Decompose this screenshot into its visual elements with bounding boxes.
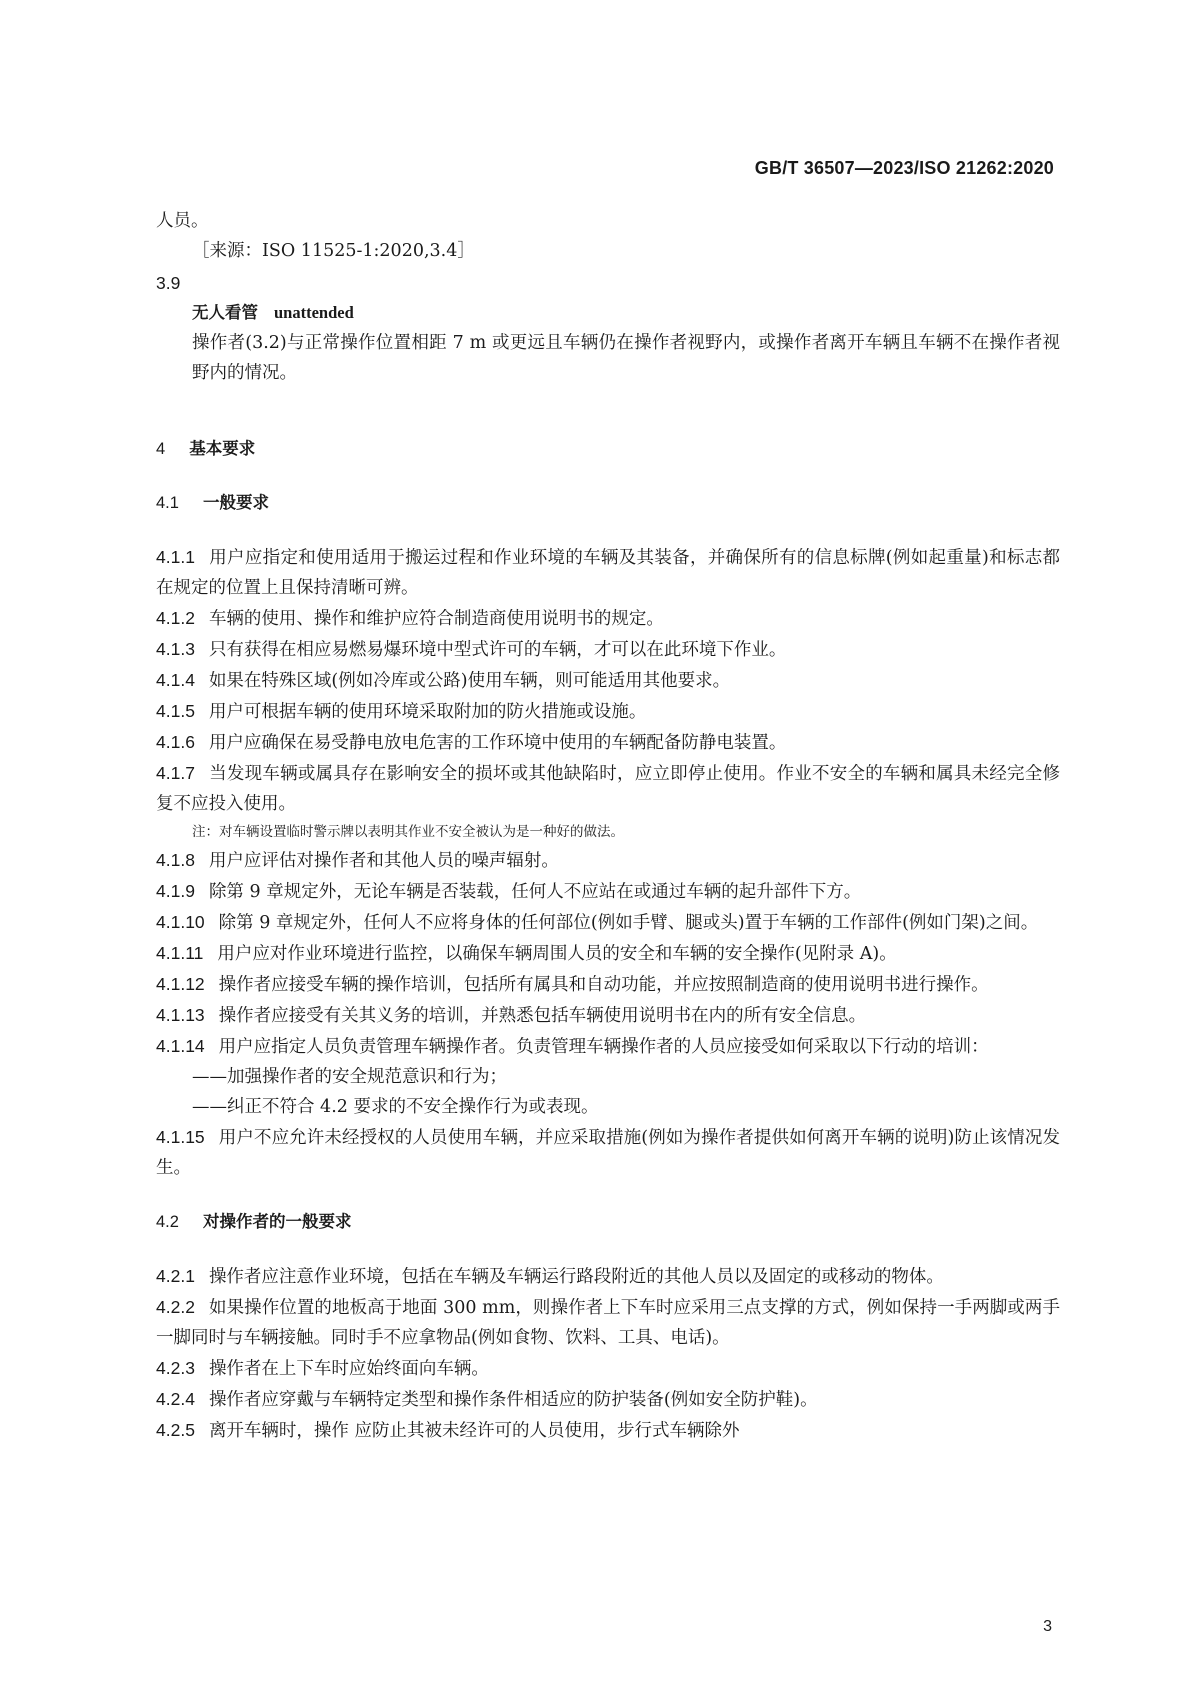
clause-number: 4.2.1 [156,1266,195,1286]
clause-4-1-14 [156,1031,1060,1062]
clause-4-2-2 [156,1292,1060,1353]
clause-4-1-15 [156,1122,1060,1183]
clause-4-1-3 [156,634,1060,665]
section-number: 4 [156,440,166,458]
clause-4-1-5 [156,696,1060,727]
clause-text: 车辆的使用、操作和维护应符合制造商使用说明书的规定。 [208,609,664,629]
clause-text: 离开车辆时，操作 应防止其被未经许可的人员使用，步行式车辆除外 [208,1421,740,1441]
clause-4-1-12 [156,969,1060,1000]
term-english: unattended [274,303,354,322]
term-definition: 操作者(3.2)与正常操作位置相距 7 m 或更远且车辆仍在操作者视野内，或操作者离开车辆且车辆不在操作者视野内的情况。 [192,333,1060,383]
clause-text: 操作者应注意作业环境，包括在车辆及车辆运行路段附近的其他人员以及固定的或移动的物体。 [208,1267,944,1287]
page-number: 3 [1043,1618,1052,1635]
clause-4-2-1 [156,1261,1060,1292]
clause-text: 用户可根据车辆的使用环境采取附加的防火措施或设施。 [208,702,647,722]
standard-number-header: GB/T 36507—2023/ISO 21262:2020 [754,158,1054,178]
clause-text: 用户应指定人员负责管理车辆操作者。负责管理车辆操作者的人员应接受如何采取以下行动的培训： [218,1037,989,1057]
term-heading [156,298,1060,328]
clause-4-2-4 [156,1384,1060,1415]
clause-4-1-4 [156,665,1060,696]
clause-number: 4.1.6 [156,732,195,752]
clause-4-1-6 [156,727,1060,758]
clause-number: 4.1.10 [156,912,205,932]
clause-text: 用户应对作业环境进行监控，以确保车辆周围人员的安全和车辆的安全操作(见附录 A)。 [217,944,897,964]
clause-4-1-13 [156,1000,1060,1031]
clause-4-1-8 [156,845,1060,876]
clause-number: 4.1.4 [156,670,195,690]
section-title: 一般要求 [202,493,269,512]
page-body [156,206,1060,1446]
clause-text: 操作者在上下车时应始终面向车辆。 [208,1359,489,1379]
clause-number: 4.1.7 [156,763,195,783]
clause-text: 操作者应穿戴与车辆特定类型和操作条件相适应的防护装备(例如安全防护鞋)。 [208,1390,818,1410]
section-title: 基本要求 [189,439,256,458]
clause-number: 4.1.15 [156,1127,205,1147]
clause-number: 4.1.3 [156,639,195,659]
source-reference: ［来源：ISO 11525-1:2020,3.4］ [192,241,475,261]
clause-4-2-5 [156,1415,1060,1446]
clause-text: 操作者应接受车辆的操作培训，包括所有属具和自动功能，并应按照制造商的使用说明书进行操作。 [218,975,989,995]
section-heading-4 [156,434,1060,464]
clause-text: 用户应确保在易受静电放电危害的工作环境中使用的车辆配备防静电装置。 [208,733,787,753]
clause-number: 4.1.5 [156,701,195,721]
clause-number: 4.2.2 [156,1297,195,1317]
clause-number: 4.1.1 [156,547,195,567]
list-item: ——加强操作者的安全规范意识和行为； [192,1067,507,1087]
continuation-text: 人员。 [156,211,209,231]
section-heading-4-2 [156,1207,1060,1237]
clause-number: 4.1.2 [156,608,195,628]
clause-text: 只有获得在相应易燃易爆环境中型式许可的车辆，才可以在此环境下作业。 [208,640,787,660]
section-title: 对操作者的一般要求 [202,1212,352,1231]
clause-text: 如果操作位置的地板高于地面 300 mm，则操作者上下车时应采用三点支撑的方式，例如保持一手两脚或两手一脚同时与车辆接触。同时手不应拿物品(例如食物、饮料、工具、电话)。 [156,1298,1060,1348]
clause-number: 4.1.9 [156,881,195,901]
clause-4-1-11 [156,938,1060,969]
clause-number: 4.1.14 [156,1036,205,1056]
section-number: 4.1 [156,494,179,512]
clause-text: 当发现车辆或属具存在影响安全的损坏或其他缺陷时，应立即停止使用。作业不安全的车辆和属具未经完全修复不应投入使用。 [156,764,1060,814]
clause-text: 用户应评估对操作者和其他人员的噪声辐射。 [208,851,559,871]
clause-number: 4.1.8 [156,850,195,870]
term-chinese: 无人看管 [192,303,258,322]
clause-number: 4.2.4 [156,1389,195,1409]
clause-4-1-9 [156,876,1060,907]
section-heading-4-1 [156,488,1060,518]
clause-text: 用户不应允许未经授权的人员使用车辆，并应采取措施(例如为操作者提供如何离开车辆的说明)防止该情况发生。 [156,1128,1060,1178]
list-item: ——纠正不符合 4.2 要求的不安全操作行为或表现。 [192,1097,599,1117]
section-number: 4.2 [156,1213,179,1231]
clause-4-2-3 [156,1353,1060,1384]
clause-number: 4.1.11 [156,943,204,963]
clause-4-1-2 [156,603,1060,634]
clause-4-1-1 [156,542,1060,603]
clause-number: 4.1.12 [156,974,205,994]
clause-text: 操作者应接受有关其义务的培训，并熟悉包括车辆使用说明书在内的所有安全信息。 [218,1006,867,1026]
term-number: 3.9 [156,273,181,293]
clause-number: 4.2.5 [156,1420,195,1440]
note-text: 注：对车辆设置临时警示牌以表明其作业不安全被认为是一种好的做法。 [192,824,624,840]
clause-text: 用户应指定和使用适用于搬运过程和作业环境的车辆及其装备，并确保所有的信息标牌(例如起重量)和标志都在规定的位置上且保持清晰可辨。 [156,548,1060,598]
clause-text: 除第 9 章规定外，无论车辆是否装载，任何人不应站在或通过车辆的起升部件下方。 [208,882,862,902]
clause-4-1-7 [156,758,1060,819]
clause-number: 4.2.3 [156,1358,195,1378]
clause-number: 4.1.13 [156,1005,205,1025]
clause-4-1-10 [156,907,1060,938]
clause-text: 除第 9 章规定外，任何人不应将身体的任何部位(例如手臂、腿或头)置于车辆的工作部件(例如门架)之间。 [218,913,1039,933]
clause-text: 如果在特殊区域(例如冷库或公路)使用车辆，则可能适用其他要求。 [208,671,731,691]
